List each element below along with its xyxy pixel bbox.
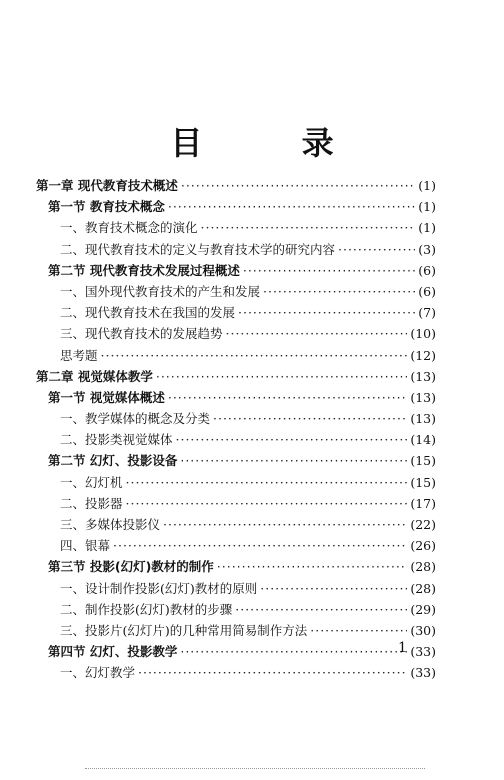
- toc-entry-page: (33): [410, 644, 436, 660]
- toc-entry-title: 思考题: [60, 347, 98, 363]
- toc-entry-page: (28): [410, 580, 436, 596]
- toc-entry-page: (1): [418, 178, 436, 193]
- toc-leader-dots: [217, 556, 408, 577]
- toc-entry-chapter[interactable]: [36, 366, 436, 387]
- toc-leader-dots: [201, 217, 416, 238]
- toc-entry-title: 四、银幕: [60, 538, 111, 554]
- toc-entry-item[interactable]: [36, 217, 436, 238]
- toc-entry-title: 第二节 现代教育技术发展过程概述: [48, 262, 240, 278]
- toc-leader-dots: [238, 302, 415, 323]
- toc-leader-dots: [213, 408, 407, 429]
- toc-entry-section[interactable]: [36, 387, 436, 408]
- toc-entry-title: 一、教学媒体的概念及分类: [60, 411, 211, 427]
- toc-entry-section[interactable]: [36, 556, 436, 577]
- toc-leader-dots: [243, 260, 415, 281]
- toc-entry-section[interactable]: [36, 196, 436, 217]
- bottom-rule: [85, 768, 425, 770]
- page-title: 目 录: [170, 124, 378, 162]
- toc-entry-page: (13): [410, 411, 436, 427]
- toc-leader-dots: [168, 387, 407, 408]
- toc-entry-page: (6): [418, 262, 436, 278]
- toc-entry-section[interactable]: [36, 260, 436, 281]
- toc-entry-page: (28): [410, 559, 436, 575]
- toc-entry-title: 第一章 现代教育技术概述: [36, 178, 178, 193]
- toc-leader-dots: [163, 514, 407, 535]
- toc-entry-item[interactable]: [36, 599, 436, 620]
- toc-entry-page: (26): [410, 538, 436, 554]
- toc-leader-dots: [156, 366, 407, 387]
- toc-entry-title: 二、投影类视觉媒体: [60, 432, 173, 448]
- toc-entry-title: 三、多媒体投影仪: [60, 517, 161, 532]
- toc-entry-item[interactable]: [36, 302, 436, 323]
- toc-leader-dots: [263, 281, 415, 302]
- toc-leader-dots: [338, 239, 415, 260]
- toc-entry-item[interactable]: [36, 429, 436, 450]
- toc-entry-page: (17): [410, 495, 436, 511]
- toc-entry-title: 一、幻灯机: [60, 474, 123, 490]
- toc-entry-title: 二、投影器: [60, 495, 123, 511]
- toc-entry-title: 第三节 投影(幻灯)教材的制作: [48, 559, 214, 575]
- toc-entry-title: 第一节 教育技术概念: [48, 199, 165, 215]
- toc-entry-page: (10): [410, 326, 436, 342]
- toc-leader-dots: [126, 493, 408, 514]
- toc-entry-title: 第二节 幻灯、投影设备: [48, 453, 178, 469]
- toc-entry-item[interactable]: [36, 578, 436, 599]
- toc-leader-dots: [126, 472, 408, 493]
- toc-entry-page: (33): [410, 665, 436, 681]
- toc-leader-dots: [138, 662, 407, 683]
- toc-entry-item[interactable]: [36, 620, 436, 641]
- toc-leader-dots: [180, 450, 407, 471]
- toc-entry-section[interactable]: [36, 450, 436, 471]
- toc-entry-title: 第二章 视觉媒体教学: [36, 368, 153, 384]
- toc-entry-title: 三、现代教育技术的发展趋势: [60, 326, 223, 342]
- toc-leader-dots: [176, 429, 408, 450]
- toc-entry-page: (13): [410, 368, 436, 384]
- toc-leader-dots: [113, 535, 407, 556]
- toc-entry-item[interactable]: [36, 345, 436, 366]
- toc-entry-title: 第四节 幻灯、投影教学: [48, 644, 178, 660]
- toc-entry-item[interactable]: [36, 281, 436, 302]
- toc-entry-page: (6): [418, 283, 436, 299]
- toc-entry-page: (14): [410, 432, 436, 448]
- toc-leader-dots: [310, 620, 407, 641]
- toc-entry-page: (22): [410, 517, 436, 532]
- toc-entry-item[interactable]: [36, 239, 436, 260]
- toc-entry-page: (15): [410, 453, 436, 469]
- toc-entry-title: 三、投影片(幻灯片)的几种常用简易制作方法: [60, 622, 308, 638]
- toc-leader-dots: [181, 175, 415, 196]
- toc-entry-chapter[interactable]: [36, 175, 436, 196]
- toc-entry-page: (13): [410, 389, 436, 405]
- toc-entry-page: (3): [418, 241, 436, 257]
- toc-leader-dots: [180, 641, 407, 662]
- toc-entry-item[interactable]: [36, 493, 436, 514]
- toc-leader-dots: [226, 323, 408, 344]
- toc-entry-page: (30): [410, 622, 436, 638]
- toc-entry-page: (29): [410, 601, 436, 617]
- toc-entry-item[interactable]: [36, 472, 436, 493]
- toc-entry-title: 一、设计制作投影(幻灯)教材的原则: [60, 580, 258, 596]
- toc-entry-title: 二、制作投影(幻灯)教材的步骤: [60, 601, 233, 617]
- toc-entry-page: (7): [418, 305, 436, 321]
- toc-entry-page: (12): [410, 347, 436, 363]
- toc-entry-page: (1): [418, 199, 436, 215]
- toc-leader-dots: [101, 345, 408, 366]
- toc-entry-item[interactable]: [36, 408, 436, 429]
- toc-entry-title: 一、教育技术概念的演化: [60, 220, 198, 236]
- toc-entry-page: (1): [418, 220, 436, 236]
- toc-leader-dots: [235, 599, 407, 620]
- table-of-contents: [36, 175, 436, 684]
- toc-entry-title: 二、现代教育技术的定义与教育技术学的研究内容: [60, 241, 336, 257]
- toc-entry-title: 一、国外现代教育技术的产生和发展: [60, 283, 261, 299]
- toc-entry-section[interactable]: [36, 641, 436, 662]
- toc-entry-title: 二、现代教育技术在我国的发展: [60, 305, 236, 321]
- toc-entry-title: 第一节 视觉媒体概述: [48, 389, 165, 405]
- toc-leader-dots: [260, 578, 407, 599]
- toc-entry-page: (15): [410, 474, 436, 490]
- toc-leader-dots: [168, 196, 415, 217]
- toc-entry-item[interactable]: [36, 535, 436, 556]
- page-number: 1: [398, 640, 407, 656]
- toc-entry-item[interactable]: [36, 323, 436, 344]
- toc-entry-item[interactable]: [36, 662, 436, 683]
- toc-entry-title: 一、幻灯教学: [60, 665, 136, 681]
- toc-entry-item[interactable]: [36, 514, 436, 535]
